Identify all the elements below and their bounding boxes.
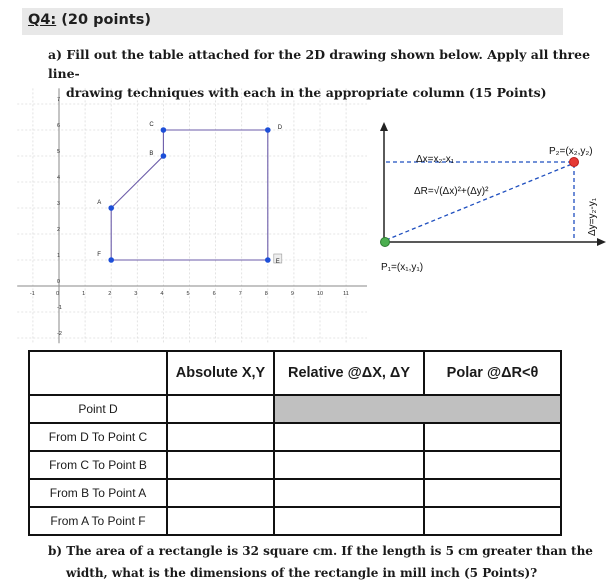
p2-label: P₂=(x₂,y₂): [549, 146, 593, 157]
header-cell-empty: [29, 351, 167, 395]
p1-point: [381, 238, 390, 247]
shaded-cell: [274, 395, 561, 423]
point-b: [161, 153, 167, 159]
grid-plot: [17, 88, 367, 343]
y-tick-label: 7: [57, 97, 61, 103]
table-row: [29, 507, 561, 535]
point-label: C: [149, 122, 154, 128]
part-a-letter: a): [48, 47, 63, 62]
delta-diagram: [380, 122, 606, 273]
delta-r-dashed-line: [386, 164, 572, 240]
point-label: D: [277, 125, 283, 131]
point-d: [265, 127, 271, 133]
p2-point: [570, 158, 579, 167]
point-label: F: [97, 252, 101, 258]
x-tick-label: 1: [82, 291, 86, 297]
point-c: [161, 127, 167, 133]
x-tick-label: 5: [186, 291, 190, 297]
x-tick-label: 2: [108, 291, 112, 297]
x-tick-label: 9: [290, 291, 294, 297]
answer-table: [28, 350, 562, 536]
point-e: [265, 257, 271, 263]
part-b-line1: The area of a rectangle is 32 square cm. If the length is 5 cm greater than the: [66, 544, 593, 558]
answer-cell[interactable]: [274, 479, 424, 507]
diagram-y-arrow: [380, 122, 388, 131]
question-points: (20 points): [61, 12, 151, 28]
y-tick-label: -1: [57, 305, 62, 311]
point-label: E: [275, 259, 280, 265]
table-row: [29, 423, 561, 451]
answer-cell[interactable]: [274, 507, 424, 535]
answer-cell[interactable]: [167, 451, 274, 479]
y-tick-label: 5: [57, 149, 61, 155]
point-f: [108, 257, 114, 263]
point-label: A: [97, 200, 102, 206]
x-tick-label: 10: [317, 291, 324, 297]
y-tick-label: 6: [57, 123, 61, 129]
delta-x-label: Δx=x₂-x₁: [416, 154, 455, 165]
table-row: [29, 395, 561, 423]
x-tick-label: 7: [238, 291, 242, 297]
y-tick-label: 3: [57, 201, 61, 207]
part-b-text: [48, 540, 608, 584]
header-absolute: Absolute X,Y: [167, 351, 274, 395]
y-tick-label: 4: [57, 175, 61, 181]
answer-cell[interactable]: [424, 479, 561, 507]
table-header-row: [29, 351, 561, 395]
answer-cell[interactable]: [424, 507, 561, 535]
answer-cell[interactable]: [274, 451, 424, 479]
x-tick-label: 11: [343, 291, 349, 297]
p1-label: P₁=(x₁,y₁): [381, 262, 424, 273]
question-number: Q4:: [28, 12, 57, 28]
x-tick-label: 0: [56, 291, 60, 297]
table-row: [29, 451, 561, 479]
x-tick-label: -1: [29, 291, 35, 297]
part-b-letter: b): [48, 544, 63, 558]
header-polar: Polar @ΔR<θ: [424, 351, 561, 395]
part-b-line2: width, what is the dimensions of the rectangle in mill inch (5 Points)?: [66, 566, 538, 580]
answer-cell[interactable]: [167, 395, 274, 423]
y-tick-label: 2: [57, 227, 61, 233]
row-label: From C To Point B: [29, 451, 167, 479]
diagram-x-arrow: [597, 238, 606, 246]
row-label: From A To Point F: [29, 507, 167, 535]
answer-cell[interactable]: [274, 423, 424, 451]
y-tick-label: 1: [57, 253, 61, 259]
row-label: Point D: [29, 395, 167, 423]
y-tick-label: 0: [57, 279, 61, 285]
point-label: B: [149, 151, 154, 157]
delta-y-label: Δy=y₂-y₁: [587, 197, 598, 236]
part-a-line2: drawing techniques with each in the appropriate column (15 Points): [66, 85, 547, 100]
x-tick-label: 3: [134, 291, 138, 297]
table-row: [29, 479, 561, 507]
part-a-line1: Fill out the table attached for the 2D drawing shown below. Apply all three line-: [48, 47, 591, 81]
answer-cell[interactable]: [424, 423, 561, 451]
x-tick-label: 4: [160, 291, 164, 297]
row-label: From B To Point A: [29, 479, 167, 507]
answer-cell[interactable]: [424, 451, 561, 479]
header-relative: Relative @ΔX, ΔY: [274, 351, 424, 395]
answer-cell[interactable]: [167, 423, 274, 451]
point-a: [108, 205, 114, 211]
x-tick-label: 6: [212, 291, 216, 297]
answer-cell[interactable]: [167, 479, 274, 507]
answer-cell[interactable]: [167, 507, 274, 535]
y-tick-label: -2: [57, 331, 62, 337]
delta-r-label: ΔR=√(Δx)²+(Δy)²: [414, 186, 489, 197]
x-tick-label: 8: [264, 291, 268, 297]
row-label: From D To Point C: [29, 423, 167, 451]
